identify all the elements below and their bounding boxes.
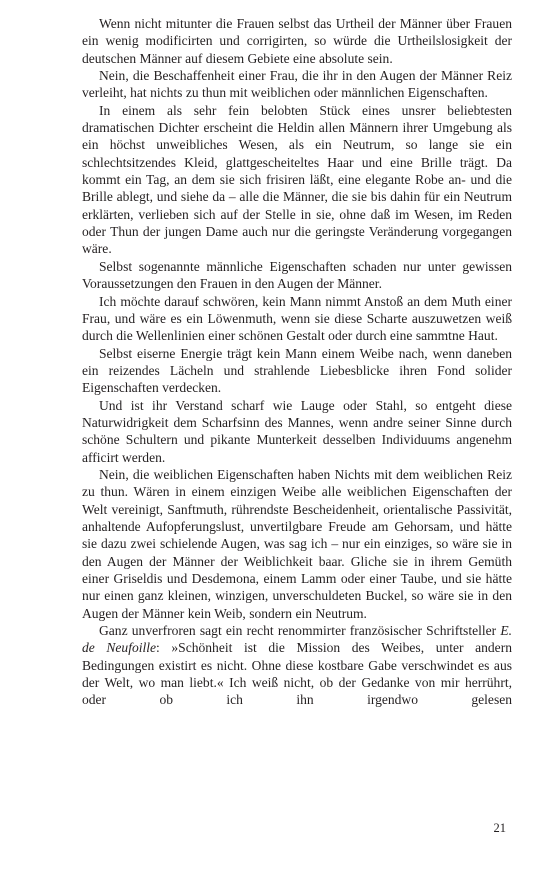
paragraph-9 <box>82 622 512 709</box>
paragraph-9-text-end: : »Schönheit ist die Mission des Weibes, unter andern Bedingungen existirt es nicht. Ohne diese kostbare Gabe verschwindet es aus der Welt, wo man liebt.« Ich weiß nicht, ob der Gedanke von mir herrührt, oder ob ich ihn irgendwo gelesen <box>82 640 512 708</box>
paragraph-5: Ich möchte darauf schwören, kein Mann nimmt Anstoß an dem Muth einer Frau, und wäre es ein Löwenmuth, wenn sie diese Scharte auszuwetzen weiß durch die Wellenlinien einer schönen Gestalt oder durch eine sammtne Haut. <box>82 293 512 344</box>
paragraph-2: Nein, die Beschaffenheit einer Frau, die ihr in den Augen der Männer Reiz verleiht, hat nichts zu thun mit weiblichen oder männlichen Eigenschaften. <box>82 68 512 101</box>
paragraph-9-text-start: Ganz unverfroren sagt ein recht renommirter französischer Schriftsteller <box>99 623 501 639</box>
paragraph-4: Selbst sogenannte männliche Eigenschaften schaden nur unter gewissen Voraussetzungen den Frauen in den Augen der Männer. <box>82 258 512 292</box>
page-number: 21 <box>493 821 506 835</box>
paragraph-3: In einem als sehr fein belobten Stück eines unsrer beliebtesten dramatischen Dichter erscheint die Heldin allen Männern ihrer Umgebung als ein höchst unweibliches Wesen, als ein Neutrum, so lange sie ein schlechtsitzendes Kleid, glattgescheiteltes Haar und eine Brille trägt. Da kommt ein Tag, an dem sie sich frisiren läßt, eine elegante Robe an- und die Brille ablegt, und siehe da – alle die Männer, die sie bis dahin für ein Neutrum erklärten, verlieben sich auf der Stelle in sie, ohne daß im Wesen, im Reden oder Thun der jungen Dame auch nur die geringste Veränderung vorgegangen wäre. <box>82 102 512 257</box>
body-text <box>82 15 512 709</box>
paragraph-1: Wenn nicht mitunter die Frauen selbst das Urtheil der Männer über Frauen ein wenig modificirten und corrigirten, so würde die Urtheilslosigkeit der deutschen Männer auf diesem Gebiete eine absolute sein. <box>82 16 512 66</box>
paragraph-7: Und ist ihr Verstand scharf wie Lauge oder Stahl, so entgeht diese Naturwidrigkeit dem Scharfsinn des Mannes, wenn andre seiner Sinne durch schöne Schultern und pikante Munterkeit desselben Individuums angenehm afficirt werden. <box>82 397 512 465</box>
author-name: E. de Neufoille <box>82 623 512 656</box>
paragraph-8: Nein, die weiblichen Eigenschaften haben Nichts mit dem weiblichen Reiz zu thun. Wären in einem einzigen Weibe alle weiblichen Eigenschaften der Welt vereinigt, Sanftmuth, rührendste Bescheidenheit, orientalische Passivität, anhaltende Aufopferungslust, unvertilgbare Freude am Gehorsam, und hätte sie dazu zwei schielende Augen, was sag ich – nur ein einziges, so wäre sie in den Augen der Männer der Weiblichkeit baar. Gliche sie in ihrem Gemüth einer Griseldis und Desdemona, einem Lamm oder einer Taube, und sie hätte nur einen ganz kleinen, winzigen, unverschuldeten Buckel, so wäre sie in den Augen der Männer kein Weib, sondern ein Neutrum. <box>82 466 512 621</box>
paragraph-6: Selbst eiserne Energie trägt kein Mann einem Weibe nach, wenn daneben ein reizendes Lächeln und strahlende Liebesblicke ihren Fond solider Eigenschaften verdecken. <box>82 345 512 396</box>
